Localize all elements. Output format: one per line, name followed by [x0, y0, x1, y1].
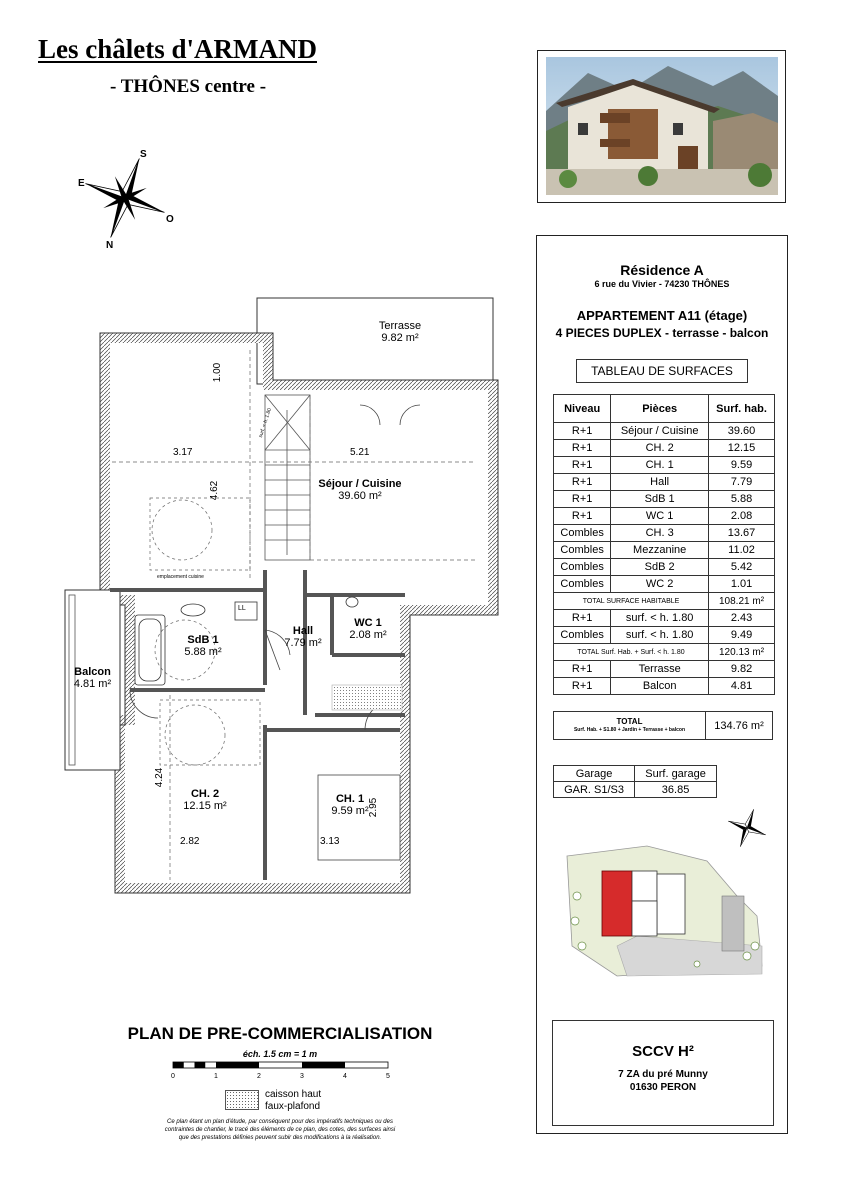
total-low-row	[554, 644, 775, 661]
table-cell: Combles	[554, 542, 611, 559]
dim-4-62: 4.62	[209, 480, 221, 501]
compass-s: S	[140, 149, 147, 160]
table-cell: R+1	[554, 423, 611, 440]
table-cell: 9.49	[709, 627, 775, 644]
plan-title: PLAN DE PRE-COMMERCIALISATION	[127, 1024, 433, 1043]
table-cell: R+1	[554, 678, 611, 695]
table-row	[554, 474, 775, 491]
table-cell: WC 1	[611, 508, 709, 525]
table-cell: Balcon	[611, 678, 709, 695]
table-cell: CH. 2	[611, 440, 709, 457]
surfaces-table	[553, 394, 775, 695]
table-row	[554, 678, 775, 695]
building-photo	[537, 50, 786, 203]
dim-4-24: 4.24	[154, 767, 166, 788]
company-box	[552, 1020, 774, 1126]
dim-2-95: 2.95	[368, 797, 380, 818]
table-cell: SdB 2	[611, 559, 709, 576]
table-cell: SdB 1	[611, 491, 709, 508]
table-cell: Combles	[554, 576, 611, 593]
table-cell: 9.59	[709, 457, 775, 474]
legend-line1: caisson haut	[265, 1089, 322, 1100]
dim-3-13: 3.13	[320, 836, 340, 847]
table-cell: Mezzanine	[611, 542, 709, 559]
table-row	[554, 491, 775, 508]
garage-surf: 36.85	[635, 782, 717, 798]
highlighted-apartment	[602, 871, 632, 936]
table-cell: WC 2	[611, 576, 709, 593]
table-cell: Combles	[554, 627, 611, 644]
table-row	[554, 576, 775, 593]
garage-id: GAR. S1/S3	[554, 782, 635, 798]
table-row	[554, 525, 775, 542]
table-cell: 5.88	[709, 491, 775, 508]
scale-ticks: 0 1 2 3 4 5	[171, 1073, 390, 1080]
table-row	[554, 423, 775, 440]
table-cell: 2.43	[709, 610, 775, 627]
table-row	[554, 559, 775, 576]
info-panel	[536, 235, 788, 1134]
legend-line2: faux-plafond	[265, 1101, 321, 1112]
table-cell: 12.15	[709, 440, 775, 457]
table-cell: Terrasse	[611, 661, 709, 678]
grand-total-value: 134.76 m²	[706, 712, 773, 740]
room-ch1: CH. 1 9.59 m²	[331, 793, 369, 817]
scale-label: éch. 1.5 cm = 1 m	[242, 1049, 318, 1059]
table-cell: 39.60	[709, 423, 775, 440]
table-cell: 5.42	[709, 559, 775, 576]
kitchen-note: emplacement cuisine	[157, 574, 204, 580]
company-name: SCCV H²	[632, 1043, 694, 1060]
col-pieces: Pièces	[611, 395, 709, 423]
company-line1: 7 ZA du pré Munny	[618, 1069, 708, 1080]
table-cell: 2.08	[709, 508, 775, 525]
table-row	[554, 457, 775, 474]
table-row	[554, 542, 775, 559]
table-cell: 1.01	[709, 576, 775, 593]
apartment-type: 4 PIECES DUPLEX - terrasse - balcon	[555, 326, 769, 340]
ll-note: LL	[238, 605, 246, 612]
garage-surf-col: Surf. garage	[635, 766, 717, 782]
residence-address: 6 rue du Vivier - 74230 THÔNES	[594, 279, 730, 289]
room-ch2: CH. 2 12.15 m²	[183, 788, 227, 812]
dim-5-21: 5.21	[350, 447, 370, 458]
floor-plan	[60, 290, 500, 900]
table-row	[554, 610, 775, 627]
col-surf: Surf. hab.	[709, 395, 775, 423]
residence-name: Résidence A	[620, 262, 704, 278]
company-line2: 01630 PERON	[629, 1082, 697, 1093]
total-label: TOTAL SURFACE HABITABLE	[554, 593, 709, 610]
room-sdb1: SdB 1 5.88 m²	[184, 634, 222, 658]
garage-table	[553, 765, 717, 798]
table-cell: Combles	[554, 525, 611, 542]
total-habitable-row	[554, 593, 775, 610]
grand-total-table	[553, 711, 773, 740]
compass-e: E	[78, 178, 85, 189]
table-cell: 13.67	[709, 525, 775, 542]
total-value: 108.21 m²	[709, 593, 775, 610]
total-label: TOTAL Surf. Hab. + Surf. < h. 1.80	[554, 644, 709, 661]
dim-3-17: 3.17	[173, 447, 193, 458]
compass-o: O	[166, 214, 174, 225]
table-cell: CH. 1	[611, 457, 709, 474]
grand-total-label-cell: TOTAL Surf. Hab. + S1.80 + Jardin + Terrasse + balcon	[554, 712, 706, 740]
room-balcon: Balcon 4.81 m²	[73, 666, 112, 690]
room-sejour: Séjour / Cuisine 39.60 m²	[318, 478, 402, 502]
table-row	[554, 440, 775, 457]
table-cell: 7.79	[709, 474, 775, 491]
floor-plan-drawing	[60, 290, 500, 900]
compass-n: N	[106, 240, 114, 251]
chalet-illustration	[538, 51, 785, 202]
table-cell: Séjour / Cuisine	[611, 423, 709, 440]
project-title: Les châlets d'ARMAND	[38, 34, 317, 64]
room-hall: Hall 7.79 m²	[284, 625, 322, 649]
table-cell: R+1	[554, 474, 611, 491]
table-cell: surf. < h. 1.80	[611, 627, 709, 644]
total-value: 120.13 m²	[709, 644, 775, 661]
table-cell: CH. 3	[611, 525, 709, 542]
table-cell: 11.02	[709, 542, 775, 559]
apartment-label: APPARTEMENT A11 (étage)	[576, 308, 748, 323]
table-row	[554, 508, 775, 525]
compass-icon	[70, 140, 190, 260]
table-cell: surf. < h. 1.80	[611, 610, 709, 627]
table-row	[554, 661, 775, 678]
compass-rose	[70, 140, 190, 260]
dim-2-82: 2.82	[180, 836, 200, 847]
table-row	[554, 627, 775, 644]
legend-swatch	[225, 1090, 259, 1110]
table-cell: Hall	[611, 474, 709, 491]
stair-note: surf. < h. 1.80	[257, 407, 273, 439]
table-cell: 9.82	[709, 661, 775, 678]
site-plan	[557, 836, 772, 981]
project-subtitle: - THÔNES centre -	[110, 76, 267, 97]
table-cell: R+1	[554, 491, 611, 508]
table-cell: R+1	[554, 508, 611, 525]
table-cell: Combles	[554, 559, 611, 576]
dim-1-00: 1.00	[212, 362, 224, 383]
table-cell: R+1	[554, 457, 611, 474]
room-terrasse: Terrasse 9.82 m²	[378, 320, 422, 344]
table-cell: 4.81	[709, 678, 775, 695]
table-title: TABLEAU DE SURFACES	[576, 359, 748, 383]
room-wc1: WC 1 2.08 m²	[349, 617, 387, 641]
disclaimer: Ce plan étant un plan d'étude, par conséquent pour des impératifs techniques ou des contraintes de chantier, le tracé des éléments de ce plan, des cotes, des surfaces ainsi que des prestations définies peuvent subir des modifications à la réalisation.	[164, 1119, 396, 1141]
table-cell: R+1	[554, 440, 611, 457]
garage-col: Garage	[554, 766, 635, 782]
table-cell: R+1	[554, 661, 611, 678]
col-niveau: Niveau	[554, 395, 611, 423]
table-cell: R+1	[554, 610, 611, 627]
